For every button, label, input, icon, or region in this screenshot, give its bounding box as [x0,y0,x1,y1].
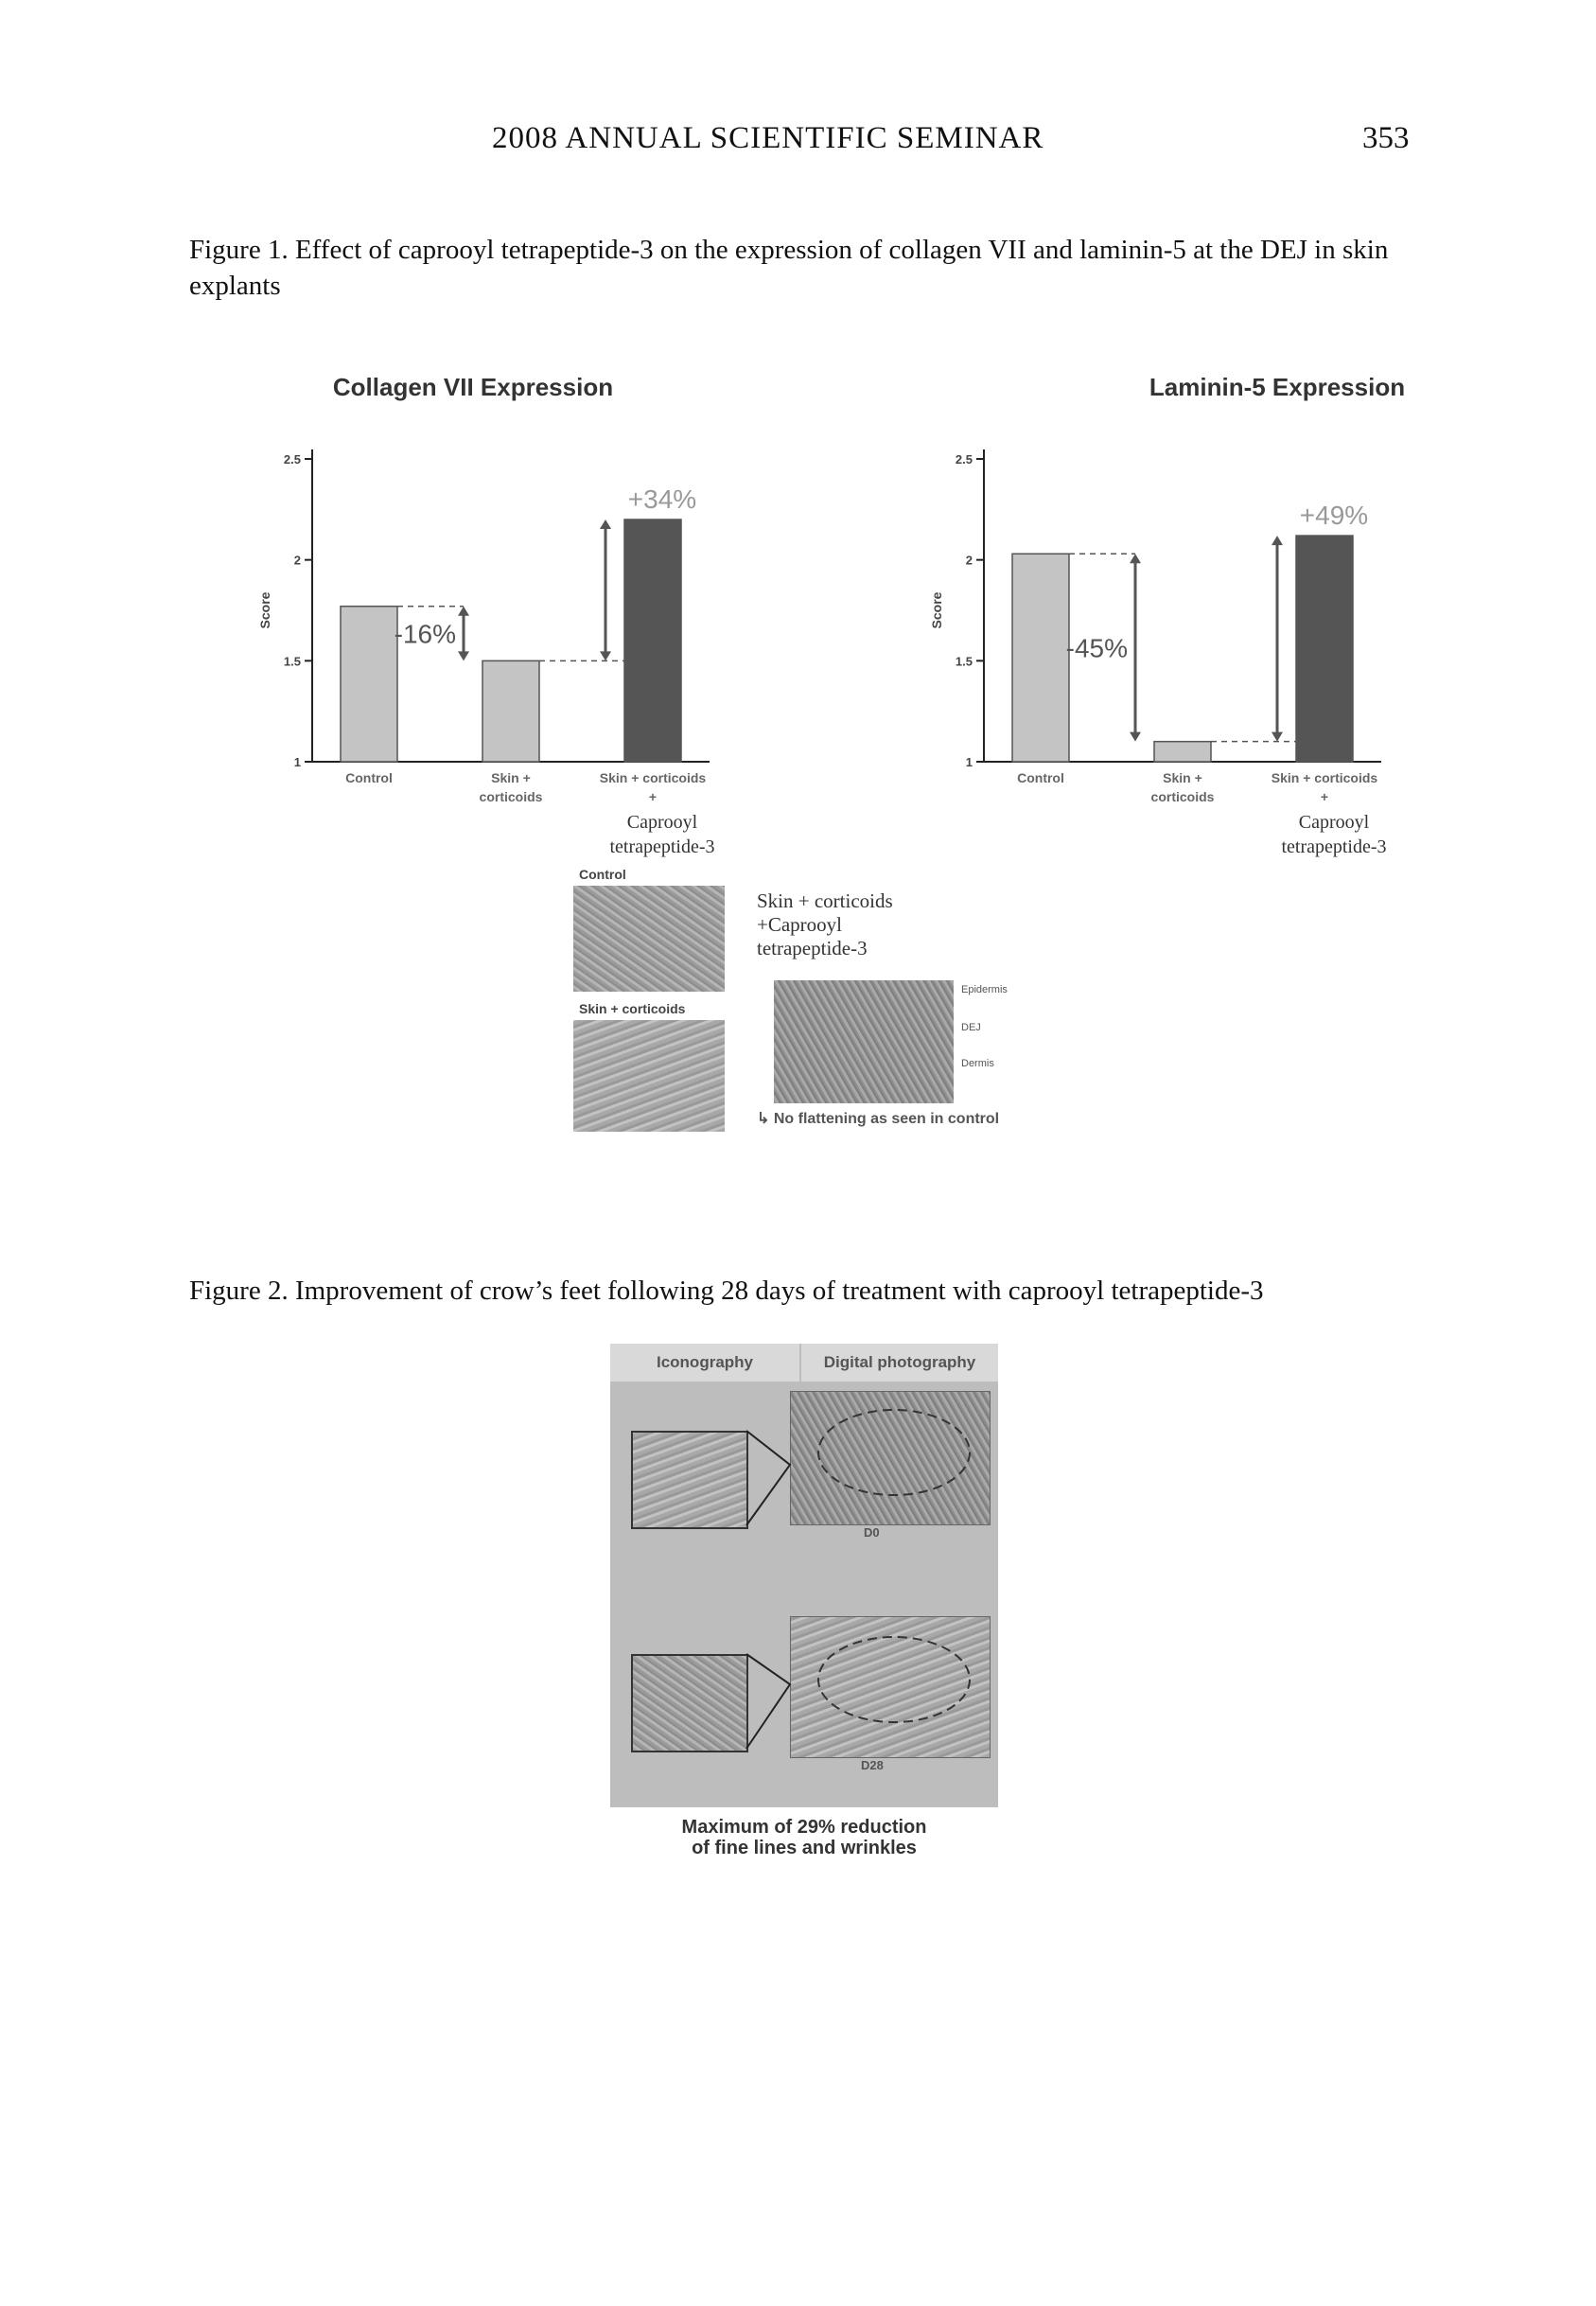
increase-annotation: +34% [627,484,697,514]
decrease-annotation: -45% [1065,633,1128,663]
category-extra-label: tetrapeptide-3 [1281,836,1387,857]
layer-dej-label: DEJ [961,1022,981,1033]
category-label: corticoids [479,789,543,804]
photo-control [573,886,725,992]
decrease-annotation: -16% [394,619,456,649]
decrease-arrowhead [1130,554,1141,563]
wrinkle-area-outline-d28 [818,1637,970,1722]
photo-skin-corticoids [573,1020,725,1132]
wrinkle-area-outline-d0 [818,1410,970,1495]
result-text [610,1817,998,1858]
bar [624,519,681,762]
day28-label: D28 [861,1758,884,1772]
figure2-caption: Figure 2. Improvement of crow’s feet following 28 days of treatment with caprooyl tetrapeptide-3 [189,1276,1264,1306]
y-tick-label: 2.5 [955,452,973,466]
photo-control-label: Control [579,867,626,882]
increase-arrowhead [600,519,611,529]
y-tick-label: 1.5 [955,654,973,669]
category-extra-label: Caprooyl [626,812,698,833]
bar [1296,536,1353,762]
day0-label: D0 [864,1525,880,1540]
zoom-connector-d0 [746,1431,790,1525]
category-label: corticoids [1150,789,1215,804]
digital-photography-header: Digital photography [801,1344,998,1382]
layer-dermis-label: Dermis [961,1058,994,1069]
y-tick-label: 1 [293,755,301,769]
photo-skin-corticoids-label: Skin + corticoids [579,1001,686,1016]
zoom-connector-d28 [746,1654,790,1749]
photo-note [757,1109,999,1128]
page-number: 353 [1362,121,1410,155]
photo-treated-label-line3: tetrapeptide-3 [757,937,868,959]
zoom-connectors [610,1344,998,1807]
increase-arrowhead [1272,536,1283,545]
increase-annotation: +49% [1299,501,1369,531]
bar [1012,554,1069,762]
photo-note-text: No flattening as seen in control [773,1111,1000,1127]
figure1-caption: Figure 1. Effect of caprooyl tetrapeptide-3 on the expression of collagen VII and laminin-5 at the DEJ in skin explants [189,235,1389,301]
bar [482,660,539,762]
chart-title: Laminin-5 Expression [1149,373,1406,401]
photo-treated [774,980,954,1103]
y-tick-label: 2 [965,553,973,568]
figure2-panel [610,1344,998,1807]
photo-treated-label-line1: Skin + corticoids [757,889,893,912]
arrow-turn-icon: ↳ [757,1111,774,1127]
category-label: Skin + corticoids [1271,770,1378,785]
category-extra-label: Caprooyl [1298,812,1370,833]
y-tick-label: 1.5 [283,654,301,669]
category-label: Control [1017,770,1064,785]
increase-arrowhead [600,651,611,660]
laminin-5-chart [899,360,1429,861]
photo-treated-label-line2: +Caprooyl [757,913,842,936]
bar [1154,742,1211,762]
decrease-arrowhead [458,651,469,660]
increase-arrowhead [1272,732,1283,742]
layer-epidermis-label: Epidermis [961,984,1008,995]
category-label: Skin + [491,770,531,785]
y-tick-label: 2 [293,553,301,568]
y-tick-label: 1 [965,755,973,769]
decrease-arrowhead [1130,732,1141,742]
running-head: 2008 ANNUAL SCIENTIFIC SEMINAR [492,121,1044,155]
y-axis-label: Score [257,591,272,629]
category-label: + [1320,789,1329,804]
iconography-header: Iconography [610,1344,799,1382]
category-extra-label: tetrapeptide-3 [609,836,715,857]
result-line2: of fine lines and wrinkles [692,1838,917,1858]
category-label: + [648,789,658,804]
photo-treated-label [757,889,893,960]
bar [341,607,397,762]
chart-title: Collagen VII Expression [332,373,614,401]
category-label: Skin + [1163,770,1202,785]
decrease-arrowhead [458,607,469,616]
y-tick-label: 2.5 [283,452,301,466]
y-axis-label: Score [929,591,944,629]
collagen-vii-chart [218,360,785,861]
result-line1: Maximum of 29% reduction [681,1817,927,1838]
category-label: Control [345,770,393,785]
category-label: Skin + corticoids [599,770,707,785]
